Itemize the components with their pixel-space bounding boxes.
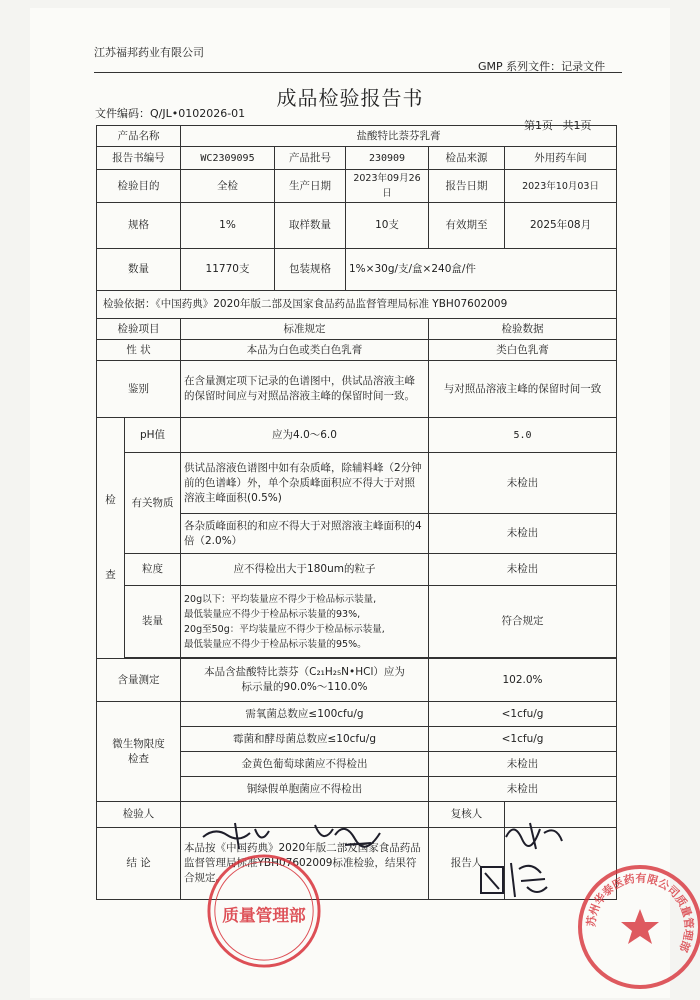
inspector-signature-cell (181, 802, 429, 828)
prod-date-label: 生产日期 (275, 170, 346, 203)
micro-standard-3: 金黄色葡萄球菌应不得检出 (181, 752, 429, 777)
check-group-label (97, 418, 125, 659)
reporter-signature-cell (505, 828, 617, 900)
prod-date: 2023年09月26日 (346, 170, 429, 203)
reporter-label: 报告人 (429, 828, 505, 900)
impurities-standard-2: 各杂质峰面积的和应不得大于对照溶液主峰面积的4倍（2.0%） (181, 514, 429, 554)
fill-standard-line-3: 20g至50g：平均装量应不得少于检品标示装量, (184, 623, 385, 635)
qty: 11770支 (181, 249, 275, 291)
sample-qty: 10支 (346, 203, 429, 249)
page-number: 第1页 共1页 (524, 119, 592, 132)
source: 外用药车间 (505, 147, 617, 170)
identification-standard: 在含量测定项下记录的色谱图中，供试品溶液主峰的保留时间应与对照品溶液主峰的保留时间一致。 (181, 361, 429, 418)
test-basis: 检验依据：《中国药典》2020年版二部及国家食品药品监督管理局标准 YBH07602009 (97, 291, 617, 319)
micro-label-line-2: 检查 (128, 752, 149, 765)
col-result-header: 检验数据 (429, 319, 617, 340)
expiry: 2025年08月 (505, 203, 617, 249)
pack-label: 包装规格 (275, 249, 346, 291)
micro-label-line-1: 微生物限度 (112, 737, 165, 750)
ph-standard: 应为4.0～6.0 (181, 418, 429, 453)
spec-label: 规格 (97, 203, 181, 249)
micro-result-4: 未检出 (429, 777, 617, 802)
document-title: 成品检验报告书 (276, 86, 424, 110)
product-name-label: 产品名称 (97, 126, 181, 147)
col-standard-header: 标准规定 (181, 319, 429, 340)
assay-standard-line-2: 标示量的90.0%～110.0% (241, 681, 368, 693)
purpose: 全检 (181, 170, 275, 203)
col-item-header: 检验项目 (97, 319, 181, 340)
micro-standard-2: 霉菌和酵母菌总数应≤10cfu/g (181, 727, 429, 752)
inspector-label: 检验人 (97, 802, 181, 828)
right-stamp-text: 苏州华泰医药有限公司质量管理部 (584, 871, 696, 954)
impurities-result-1: 未检出 (429, 453, 617, 514)
pack: 1%×30g/支/盒×240盒/件 (346, 249, 617, 291)
expiry-label: 有效期至 (429, 203, 505, 249)
fill-standard (181, 586, 429, 658)
company-name: 江苏福邦药业有限公司 (94, 46, 204, 59)
fill-standard-line-2: 最低装量应不得少于检品标示装量的93%, (184, 608, 361, 620)
report-no-label: 报告书编号 (97, 147, 181, 170)
check-label-2: 查 (105, 569, 116, 581)
appearance-label: 性 状 (97, 340, 181, 361)
reviewer-signature-cell (505, 802, 617, 828)
file-number: 文件编码：Q/JL•0102026-01 (95, 107, 246, 120)
fill-standard-line-1: 20g以下：平均装量应不得少于检品标示装量, (184, 593, 377, 605)
ph-result: 5.0 (429, 418, 617, 453)
particle-label: 粒度 (125, 554, 181, 586)
impurities-label: 有关物质 (125, 453, 181, 554)
source-label: 检品来源 (429, 147, 505, 170)
report-date: 2023年10月03日 (505, 170, 617, 203)
assay-label: 含量测定 (97, 659, 181, 702)
identification-result: 与对照品溶液主峰的保留时间一致 (429, 361, 617, 418)
appearance-standard: 本品为白色或类白色乳膏 (181, 340, 429, 361)
left-stamp-text: 质量管理部 (222, 904, 306, 925)
batch-no: 230909 (346, 147, 429, 170)
purpose-label: 检验目的 (97, 170, 181, 203)
product-name: 盐酸特比萘芬乳膏 (181, 126, 617, 147)
particle-standard: 应不得检出大于180um的粒子 (181, 554, 429, 586)
micro-result-1: <1cfu/g (429, 702, 617, 727)
report-date-label: 报告日期 (429, 170, 505, 203)
impurities-standard-1: 供试品溶液色谱图中如有杂质峰，除辅料峰（2分钟前的色谱峰）外，单个杂质峰面积应不得大于对照溶液主峰面积(0.5%) (181, 453, 429, 514)
gmp-label: GMP 系列文件：记录文件 (478, 60, 606, 73)
report-table (96, 125, 617, 900)
impurities-result-2: 未检出 (429, 514, 617, 554)
qty-label: 数量 (97, 249, 181, 291)
fill-standard-line-4: 最低装量应不得少于检品标示装量的95%。 (184, 638, 367, 650)
identification-label: 鉴别 (97, 361, 181, 418)
ph-label: pH值 (125, 418, 181, 453)
check-label-1: 检 (105, 494, 116, 506)
conclusion-text: 本品按《中国药典》2020年版二部及国家食品药品监督管理局标准YBH07602009标准检验，结果符合规定。 (181, 828, 429, 900)
particle-result: 未检出 (429, 554, 617, 586)
fill-label: 装量 (125, 586, 181, 658)
micro-result-2: <1cfu/g (429, 727, 617, 752)
header-divider (94, 72, 622, 73)
assay-standard-line-1: 本品含盐酸特比萘芬（C₂₁H₂₅N•HCl）应为 (204, 666, 405, 678)
fill-result: 符合规定 (429, 586, 617, 658)
micro-result-3: 未检出 (429, 752, 617, 777)
appearance-result: 类白色乳膏 (429, 340, 617, 361)
micro-standard-4: 铜绿假单胞菌应不得检出 (181, 777, 429, 802)
micro-label (97, 702, 181, 802)
reviewer-label: 复核人 (429, 802, 505, 828)
assay-result: 102.0% (429, 659, 617, 702)
report-no: WC2309095 (181, 147, 275, 170)
micro-standard-1: 需氧菌总数应≤100cfu/g (181, 702, 429, 727)
sample-qty-label: 取样数量 (275, 203, 346, 249)
spec: 1% (181, 203, 275, 249)
batch-label: 产品批号 (275, 147, 346, 170)
conclusion-label: 结 论 (97, 828, 181, 900)
assay-standard (181, 659, 429, 702)
